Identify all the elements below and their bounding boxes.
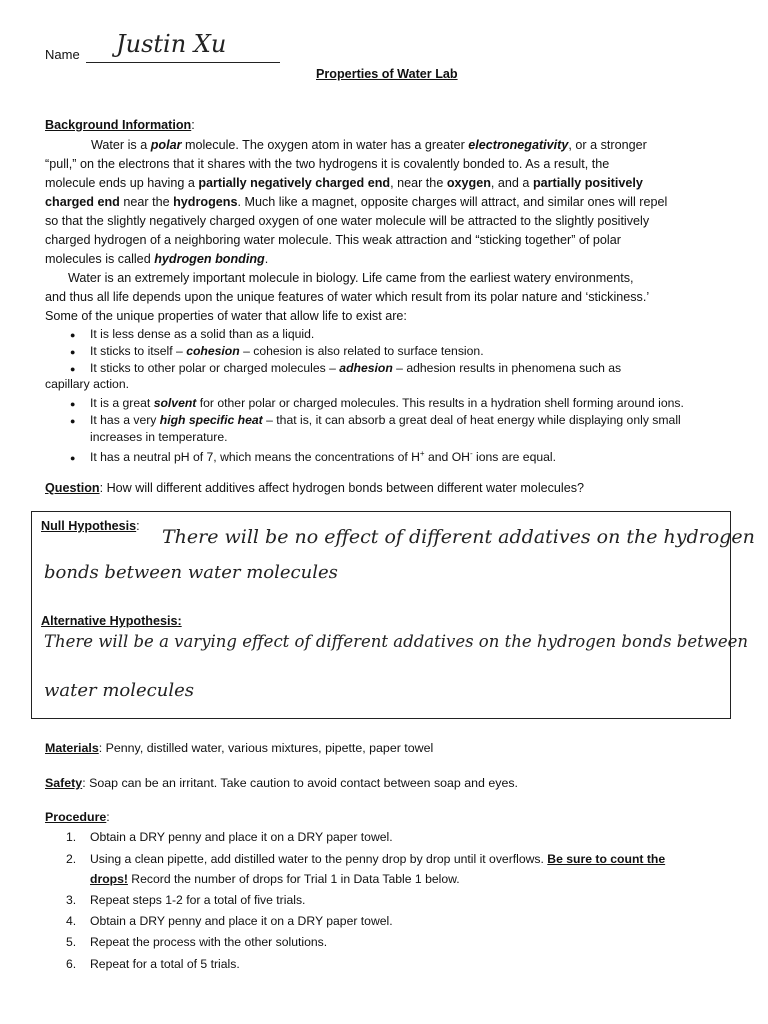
name-underline xyxy=(86,62,280,63)
paragraph-line xyxy=(91,136,647,155)
procedure-step xyxy=(66,933,327,951)
background-heading xyxy=(45,118,195,132)
alternative-hypothesis-label: Alternative Hypothesis: xyxy=(41,614,182,628)
bullet-dot: ● xyxy=(70,453,76,464)
paragraph-line xyxy=(45,288,649,307)
step-number: 1. xyxy=(66,830,77,844)
text-run: It is less dense as a solid than as a liquid. xyxy=(90,327,315,341)
procedure-heading xyxy=(45,810,110,824)
step-number: 5. xyxy=(66,935,77,949)
step-number: 3. xyxy=(66,893,77,907)
paragraph-line xyxy=(45,155,609,174)
bullet-item xyxy=(70,446,556,466)
text-run: Water is a xyxy=(91,138,151,152)
procedure-step xyxy=(66,912,393,930)
text-run: charged hydrogen of a neighboring water molecule. This weak attraction and “sticking together” of polar xyxy=(45,233,621,247)
bullet-dot: ● xyxy=(70,347,76,357)
text-run: high specific heat xyxy=(159,413,263,427)
materials-label: Materials xyxy=(45,741,99,755)
paragraph-line xyxy=(68,269,634,288)
text-run: so that the slightly negatively charged oxygen of one water molecule will be attracted to the slightly positively xyxy=(45,214,650,228)
text-run: molecules is called xyxy=(45,252,155,266)
text-run: drops! xyxy=(90,872,128,886)
text-run: It sticks to other polar or charged molecules – xyxy=(90,361,340,375)
bullet-item xyxy=(70,343,484,360)
procedure-label: Procedure xyxy=(45,810,107,824)
null-hypothesis-answer-line-1: There will be no effect of different addatives on the hydrogen xyxy=(162,526,755,548)
text-run: oxygen xyxy=(446,176,491,190)
procedure-step-continuation xyxy=(90,870,460,888)
step-number: 4. xyxy=(66,914,77,928)
text-run: – adhesion results in phenomena such as xyxy=(392,361,622,375)
text-run: Water is an extremely important molecule in biology. Life came from the earliest watery environments, xyxy=(68,271,634,285)
materials xyxy=(45,741,433,755)
text-run: hydrogen bonding xyxy=(154,252,265,266)
bullet-dot: ● xyxy=(70,399,76,409)
text-run: molecule. The oxygen atom in water has a greater xyxy=(181,138,469,152)
text-run: “pull,” on the electrons that it shares with the two hydrogens it is covalently bonded to. As a result, the xyxy=(45,157,610,171)
text-run: Repeat for a total of 5 trials. xyxy=(90,957,240,971)
text-run: solvent xyxy=(153,396,197,410)
question-label: Question xyxy=(45,481,100,495)
text-run: It sticks to itself – xyxy=(90,344,187,358)
alternative-hypothesis-answer-line-1: There will be a varying effect of different addatives on the hydrogen bonds between xyxy=(44,632,749,651)
procedure-step xyxy=(66,955,240,973)
step-number: 6. xyxy=(66,957,77,971)
text-run: , and a xyxy=(490,176,533,190)
safety-label: Safety xyxy=(45,776,83,790)
text-run: molecule ends up having a xyxy=(45,176,199,190)
materials-text: : Penny, distilled water, various mixtures, pipette, paper towel xyxy=(98,741,434,755)
text-run: charged end xyxy=(45,195,120,209)
bullet-dot: ● xyxy=(70,416,76,426)
name-label: Name xyxy=(45,47,80,62)
text-run: Repeat the process with the other solutions. xyxy=(90,935,328,949)
text-run: Using a clean pipette, add distilled water to the penny drop by drop until it overflows. xyxy=(90,852,548,866)
text-run: Obtain a DRY penny and place it on a DRY paper towel. xyxy=(90,830,393,844)
step-number: 2. xyxy=(66,852,77,866)
bullet-item xyxy=(70,412,681,429)
text-run: Be sure to count the xyxy=(547,852,666,866)
paragraph-line xyxy=(45,174,643,193)
text-run: . Much like a magnet, opposite charges will attract, and similar ones will repel xyxy=(237,195,668,209)
text-run: and thus all life depends upon the unique features of water which result from its polar nature and ‘stickiness.’ xyxy=(45,290,650,304)
paragraph-line xyxy=(45,250,268,269)
text-run: cohesion xyxy=(186,344,240,358)
background-heading-colon: : xyxy=(191,118,195,132)
paragraph-line xyxy=(45,307,407,326)
text-run: for other polar or charged molecules. This results in a hydration shell forming around ions. xyxy=(196,396,684,410)
text-run: It has a neutral pH of 7, which means the concentrations of H xyxy=(90,450,420,465)
bullet-item xyxy=(70,395,684,412)
text-run: , or a stronger xyxy=(568,138,647,152)
paragraph-line xyxy=(45,212,649,231)
text-run: – cohesion is also related to surface tension. xyxy=(239,344,484,358)
bullet-item xyxy=(70,326,314,343)
paragraph-line xyxy=(45,193,667,212)
procedure-step xyxy=(66,828,393,846)
null-hypothesis-answer-line-2: bonds between water molecules xyxy=(44,562,338,583)
text-run: Obtain a DRY penny and place it on a DRY paper towel. xyxy=(90,914,393,928)
text-run: It has a very xyxy=(90,413,160,427)
name-signature: Justin Xu xyxy=(116,30,227,58)
text-run: partially positively xyxy=(532,176,643,190)
text-run: electronegativity xyxy=(468,138,569,152)
page-title: Properties of Water Lab xyxy=(316,67,458,81)
text-run: , near the xyxy=(390,176,447,190)
bullet-dot: ● xyxy=(70,330,76,340)
bullet-dot: ● xyxy=(70,364,76,374)
text-run: + xyxy=(419,449,425,458)
procedure-step xyxy=(66,850,665,868)
text-run: increases in temperature. xyxy=(90,430,228,444)
text-run: ions are equal. xyxy=(472,450,556,465)
text-run: Repeat steps 1-2 for a total of five trials. xyxy=(90,893,306,907)
safety xyxy=(45,776,518,790)
safety-text: : Soap can be an irritant. Take caution to avoid contact between soap and eyes. xyxy=(82,776,518,790)
question-text: : How will different additives affect hydrogen bonds between different water molecules? xyxy=(99,481,585,495)
alternative-hypothesis-answer-line-2: water molecules xyxy=(44,680,194,701)
text-run: Some of the unique properties of water that allow life to exist are: xyxy=(45,309,407,323)
null-hypothesis-colon: : xyxy=(136,519,140,533)
text-run: adhesion xyxy=(339,361,393,375)
procedure-step xyxy=(66,891,305,909)
text-run: polar xyxy=(150,138,182,152)
bullet-3-wrap: capillary action. xyxy=(45,377,129,391)
procedure-colon: : xyxy=(106,810,110,824)
text-run: . xyxy=(264,252,269,266)
bullet-item xyxy=(70,360,621,377)
text-run: partially negatively charged end xyxy=(198,176,391,190)
bullet-item-continuation xyxy=(90,429,228,445)
null-hypothesis-heading xyxy=(41,519,140,533)
null-hypothesis-label: Null Hypothesis xyxy=(41,519,137,533)
text-run: near the xyxy=(119,195,174,209)
text-run: It is a great xyxy=(90,396,154,410)
paragraph-line xyxy=(45,231,621,250)
text-run: and OH xyxy=(424,450,470,465)
text-run: Record the number of drops for Trial 1 in Data Table 1 below. xyxy=(127,872,460,886)
text-run: - xyxy=(469,449,473,458)
question xyxy=(45,481,584,495)
background-heading-label: Background Information xyxy=(45,118,192,132)
text-run: hydrogens xyxy=(173,195,238,209)
text-run: – that is, it can absorb a great deal of heat energy while displaying only small xyxy=(262,413,681,427)
